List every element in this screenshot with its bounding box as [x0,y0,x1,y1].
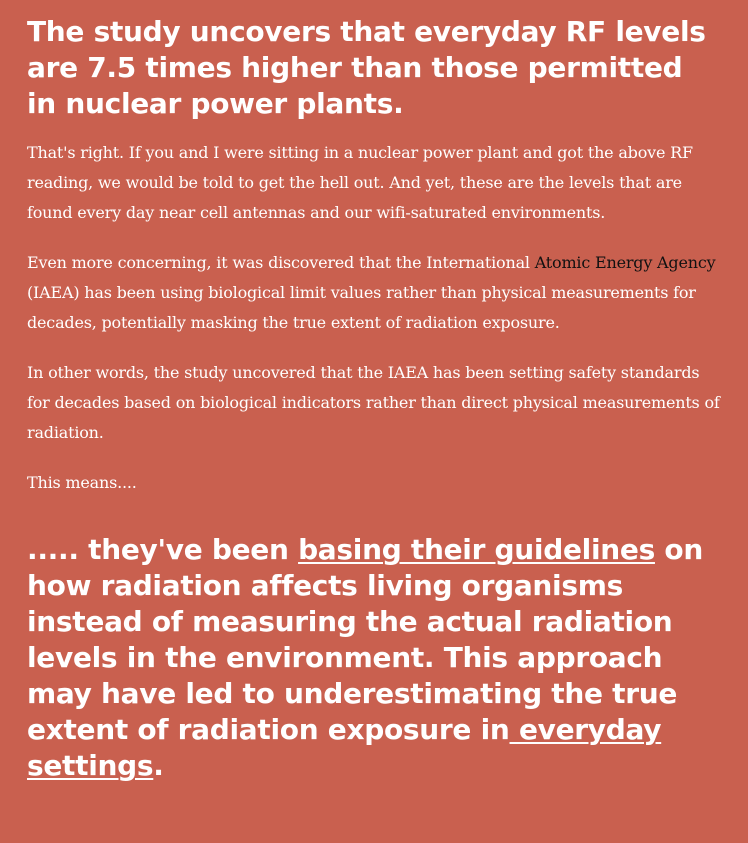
paragraph-iaea-text-start: Even more concerning, it was discovered that the International [27,253,535,272]
paragraph-this-means: This means.... [27,473,137,492]
paragraph-iaea [27,248,720,338]
paragraph-in-other-words: In other words, the study uncovered that the IAEA has been setting safety standards for decades based on biological indicators rather than direct physical measurements of radiation. [27,363,720,442]
callout-text-start: ..... they've been [27,533,299,566]
basing-their-guidelines-link[interactable]: basing their guidelines [298,533,655,566]
callout-statement [27,532,720,784]
callout-text-middle: on how radiation affects living organisms instead of measuring the actual radiation levels in the environment. This approach may have led to underestimating the true extent of radiation exposure in [27,533,703,746]
paragraph-iaea-text-end: (IAEA) has been using biological limit values rather than physical measurements for decades, potentially masking the true extent of radiation exposure. [27,283,696,332]
paragraph-nuclear-plant: That's right. If you and I were sitting in a nuclear power plant and got the above RF reading, we would be told to get the hell out. And yet, these are the levels that are found every day near cell antennas and our wifi-saturated environments. [27,143,693,222]
everyday-settings-link[interactable]: everyday settings [27,713,662,782]
headline: The study uncovers that everyday RF levels are 7.5 times higher than those permitted in nuclear power plants. [27,15,706,120]
callout-text-end: . [153,749,164,782]
atomic-energy-agency-link[interactable]: Atomic Energy Agency [534,253,716,272]
